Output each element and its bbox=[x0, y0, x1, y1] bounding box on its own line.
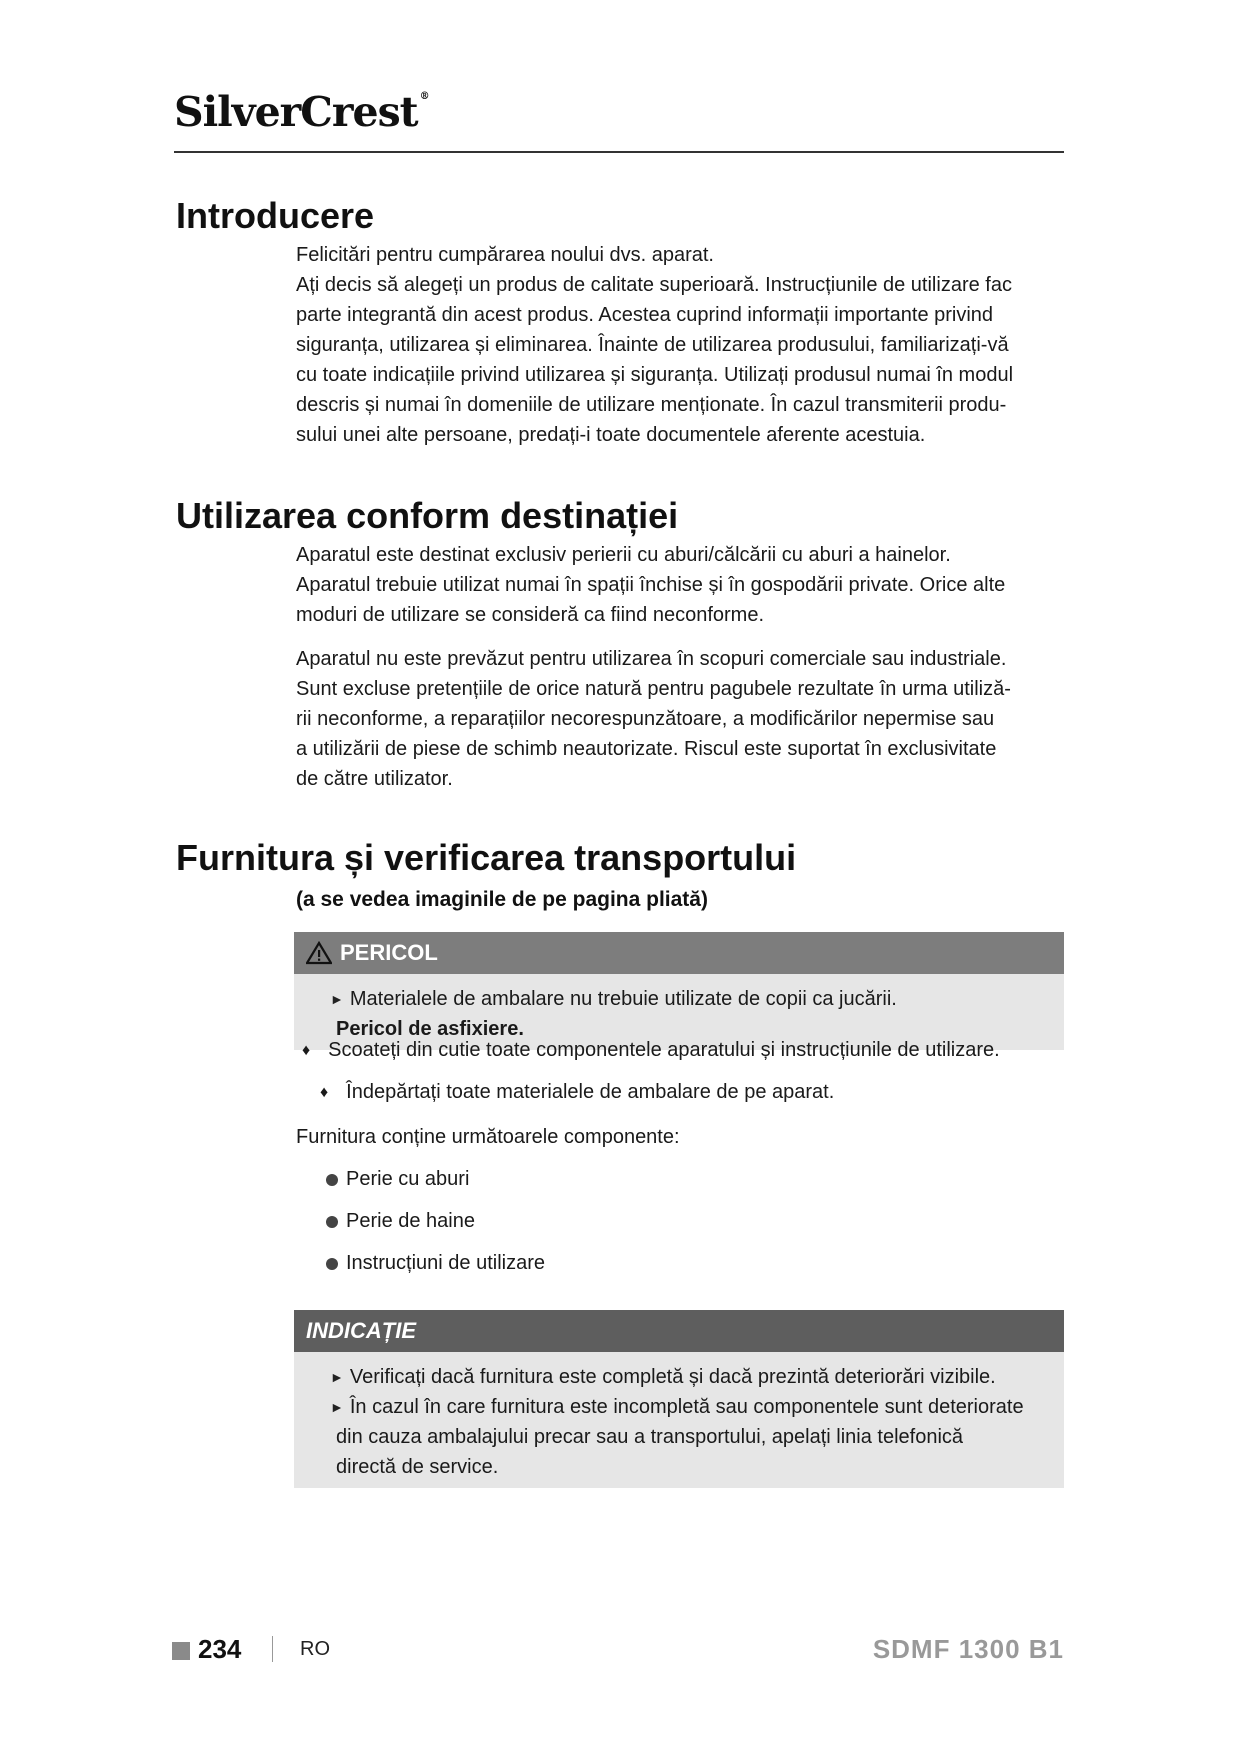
text-line: Sunt excluse pretențiile de orice natură pentru pagubele rezultate în urma utiliză- bbox=[296, 678, 1011, 700]
text-line: Aparatul este destinat exclusiv perierii cu aburi/călcării cu aburi a hainelor. bbox=[296, 544, 951, 566]
arrow-right-icon: ► bbox=[330, 1399, 344, 1415]
text-line: Aparatul trebuie utilizat numai în spații închise și în gospodării private. Orice alte bbox=[296, 574, 1006, 596]
brand-logo: SilverCrest ® bbox=[174, 88, 429, 136]
section-introducere-body bbox=[296, 240, 1076, 450]
note-text: În cazul în care furnitura este incompletă sau componentele sunt deteriorate bbox=[349, 1396, 1024, 1418]
note-header bbox=[294, 1310, 1064, 1352]
page-footer bbox=[172, 1634, 1064, 1666]
text-line: moduri de utilizare se consideră ca fiind neconforme. bbox=[296, 604, 765, 626]
footer-square-icon bbox=[172, 1642, 190, 1660]
footer-separator bbox=[272, 1636, 273, 1662]
contents-item bbox=[326, 1210, 475, 1233]
diamond-bullet-icon: ♦ bbox=[320, 1084, 329, 1101]
section-subtitle: (a se vedea imaginile de pe pagina pliată) bbox=[296, 888, 708, 911]
page-number: 234 bbox=[198, 1634, 242, 1664]
danger-item bbox=[294, 984, 1064, 1014]
note-body bbox=[294, 1352, 1064, 1488]
arrow-right-icon: ► bbox=[330, 1369, 344, 1385]
note-text-continued: din cauza ambalajului precar sau a transportului, apelați linia telefonică bbox=[336, 1426, 964, 1448]
section-title-utilizarea: Utilizarea conform destinației bbox=[176, 495, 679, 536]
danger-notice bbox=[294, 932, 1064, 1050]
text-line: parte integrantă din acest produs. Acestea cuprind informații importante privind bbox=[296, 304, 994, 326]
danger-text: Materialele de ambalare nu trebuie utilizate de copii ca jucării. bbox=[349, 988, 897, 1010]
note-item bbox=[294, 1392, 1064, 1422]
text-line: siguranța, utilizarea și eliminarea. Înainte de utilizarea produsului, familiarizați-vă bbox=[296, 334, 1009, 356]
section-title-introducere: Introducere bbox=[176, 195, 375, 236]
contents-intro: Furnitura conține următoarele componente: bbox=[296, 1126, 680, 1148]
note-item bbox=[294, 1362, 1064, 1392]
bullet-dot-icon bbox=[326, 1174, 338, 1186]
section-utilizarea-para2 bbox=[296, 644, 1076, 794]
header-divider bbox=[174, 151, 1064, 153]
note-text-continued: directă de service. bbox=[336, 1456, 499, 1478]
registered-mark: ® bbox=[419, 91, 429, 102]
warning-triangle-icon bbox=[306, 941, 332, 965]
arrow-right-icon: ► bbox=[330, 991, 344, 1007]
text-line: Felicitări pentru cumpărarea noului dvs. aparat. bbox=[296, 244, 714, 266]
contents-item-text: Instrucțiuni de utilizare bbox=[346, 1252, 545, 1274]
text-line: de către utilizator. bbox=[296, 768, 453, 790]
danger-label: PERICOL bbox=[340, 940, 438, 965]
contents-item bbox=[326, 1252, 545, 1275]
note-text: Verificați dacă furnitura este completă și dacă prezintă deteriorări vizibile. bbox=[349, 1366, 996, 1388]
text-line: descris și numai în domeniile de utilizare menționate. În cazul transmiterii produ- bbox=[296, 394, 1007, 416]
model-number: SDMF 1300 B1 bbox=[872, 1634, 1064, 1664]
bullet-dot-icon bbox=[326, 1216, 338, 1228]
contents-item-text: Perie de haine bbox=[346, 1210, 475, 1232]
danger-bold-text: Pericol de asfixiere. bbox=[336, 1018, 524, 1040]
diamond-bullet-icon: ♦ bbox=[302, 1042, 311, 1059]
step-text: Îndepărtați toate materialele de ambalare de pe aparat. bbox=[346, 1081, 835, 1103]
language-code: RO bbox=[300, 1638, 330, 1660]
text-line: rii neconforme, a reparațiilor necorespunzătoare, a modificărilor nepermise sau bbox=[296, 708, 995, 730]
text-line: a utilizării de piese de schimb neautorizate. Riscul este suportat în exclusivitate bbox=[296, 738, 997, 760]
text-line: cu toate indicațiile privind utilizarea și siguranța. Utilizați produsul numai în modul bbox=[296, 364, 1014, 386]
note-label: INDICAȚIE bbox=[306, 1318, 416, 1343]
text-line: Aparatul nu este prevăzut pentru utilizarea în scopuri comerciale sau industriale. bbox=[296, 648, 1007, 670]
bullet-dot-icon bbox=[326, 1258, 338, 1270]
contents-item-text: Perie cu aburi bbox=[346, 1168, 470, 1190]
step-item bbox=[320, 1081, 834, 1105]
section-title-furnitura: Furnitura și verificarea transportului bbox=[176, 837, 797, 878]
section-utilizarea-para1 bbox=[296, 540, 1076, 630]
step-text: Scoateți din cutie toate componentele aparatului și instrucțiunile de utilizare. bbox=[328, 1039, 1000, 1061]
note-notice bbox=[294, 1310, 1064, 1488]
contents-item bbox=[326, 1168, 469, 1191]
text-line: Ați decis să alegeți un produs de calitate superioară. Instrucțiunile de utilizare fac bbox=[296, 274, 1012, 296]
step-item bbox=[302, 1039, 1000, 1063]
danger-header bbox=[294, 932, 1064, 974]
text-line: sului unei alte persoane, predați-i toate documentele aferente acestuia. bbox=[296, 424, 926, 446]
